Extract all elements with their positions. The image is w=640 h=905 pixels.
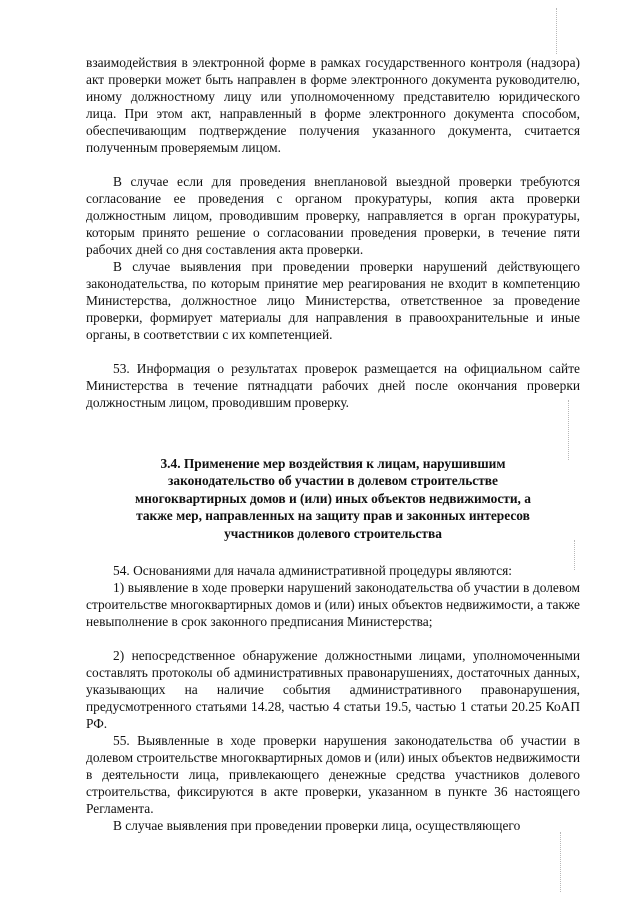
paragraph-law-violations: В случае выявления при проведении проверки нарушений действующего законодательства, по которым принятие мер реагирования не входит в компетенцию Министерства, должностное лицо Министерства, ответственное за проведение проверки, формирует материалы для направления в правоохранительные и иные органы, в соответствии с их компетенцией. <box>86 259 580 342</box>
paragraph-54: 54. Основаниями для начала административной процедуры являются: <box>113 563 513 578</box>
paragraph-54-item-2: 2) непосредственное обнаружение должностными лицами, уполномоченными составлять протоколы об административных правонарушениях, достаточных данных, указывающих на наличие события административного правонарушения, предусмотренного статьями 14.28, частью 4 статьи 19.5, частью 1 статьи 20.25 КоАП РФ. <box>86 648 580 731</box>
paragraph-continuation: взаимодействия в электронной форме в рамках государственного контроля (надзора) акт проверки может быть направлен в форме электронного документа руководителю, иному должностному лицу или уполномоченному представителю юридического лица. При этом акт, направленный в форме электронного документа способом, обеспечивающим подтверждение получения указанного документа, считается полученным проверяемым лицом. <box>86 55 580 155</box>
scan-artifact <box>568 400 569 460</box>
section-heading: 3.4. Применение мер воздействия к лицам, нарушившим законодательство об участии в долевом строительстве многоквартирных домов и (или) иных объектов недвижимости, а также мер, направленных на защиту прав и законных интересов участников долевого строительства <box>135 456 531 541</box>
paragraph-53: 53. Информация о результатах проверок размещается на официальном сайте Министерства в течение пятнадцати рабочих дней после окончания проверки должностным лицом, проводившим проверку. <box>86 361 580 410</box>
scan-artifact <box>574 540 575 570</box>
paragraph-last: В случае выявления при проведении проверки лица, осуществляющего <box>113 818 521 833</box>
paragraph-55: 55. Выявленные в ходе проверки нарушения законодательства об участии в долевом строительстве многоквартирных домов и (или) иных объектов недвижимости в деятельности лица, привлекающего денежные средства участников долевого строительства, фиксируются в акте проверки, указанном в пункте 36 настоящего Регламента. <box>86 733 580 816</box>
scan-artifact <box>556 8 557 54</box>
paragraph-prosecutor-approval: В случае если для проведения внеплановой выездной проверки требуются согласование ее проведения с органом прокуратуры, копия акта проверки должностным лицом, проводившим проверку, направляется в орган прокуратуры, которым принято решение о согласовании проведения проверки, в течение пяти рабочих дней со дня составления акта проверки. <box>86 174 580 257</box>
paragraph-54-item-1: 1) выявление в ходе проверки нарушений законодательства об участии в долевом строительстве многоквартирных домов и (или) иных объектов недвижимости, а также невыполнение в срок законного предписания Министерства; <box>86 580 580 629</box>
scan-artifact <box>560 832 561 892</box>
